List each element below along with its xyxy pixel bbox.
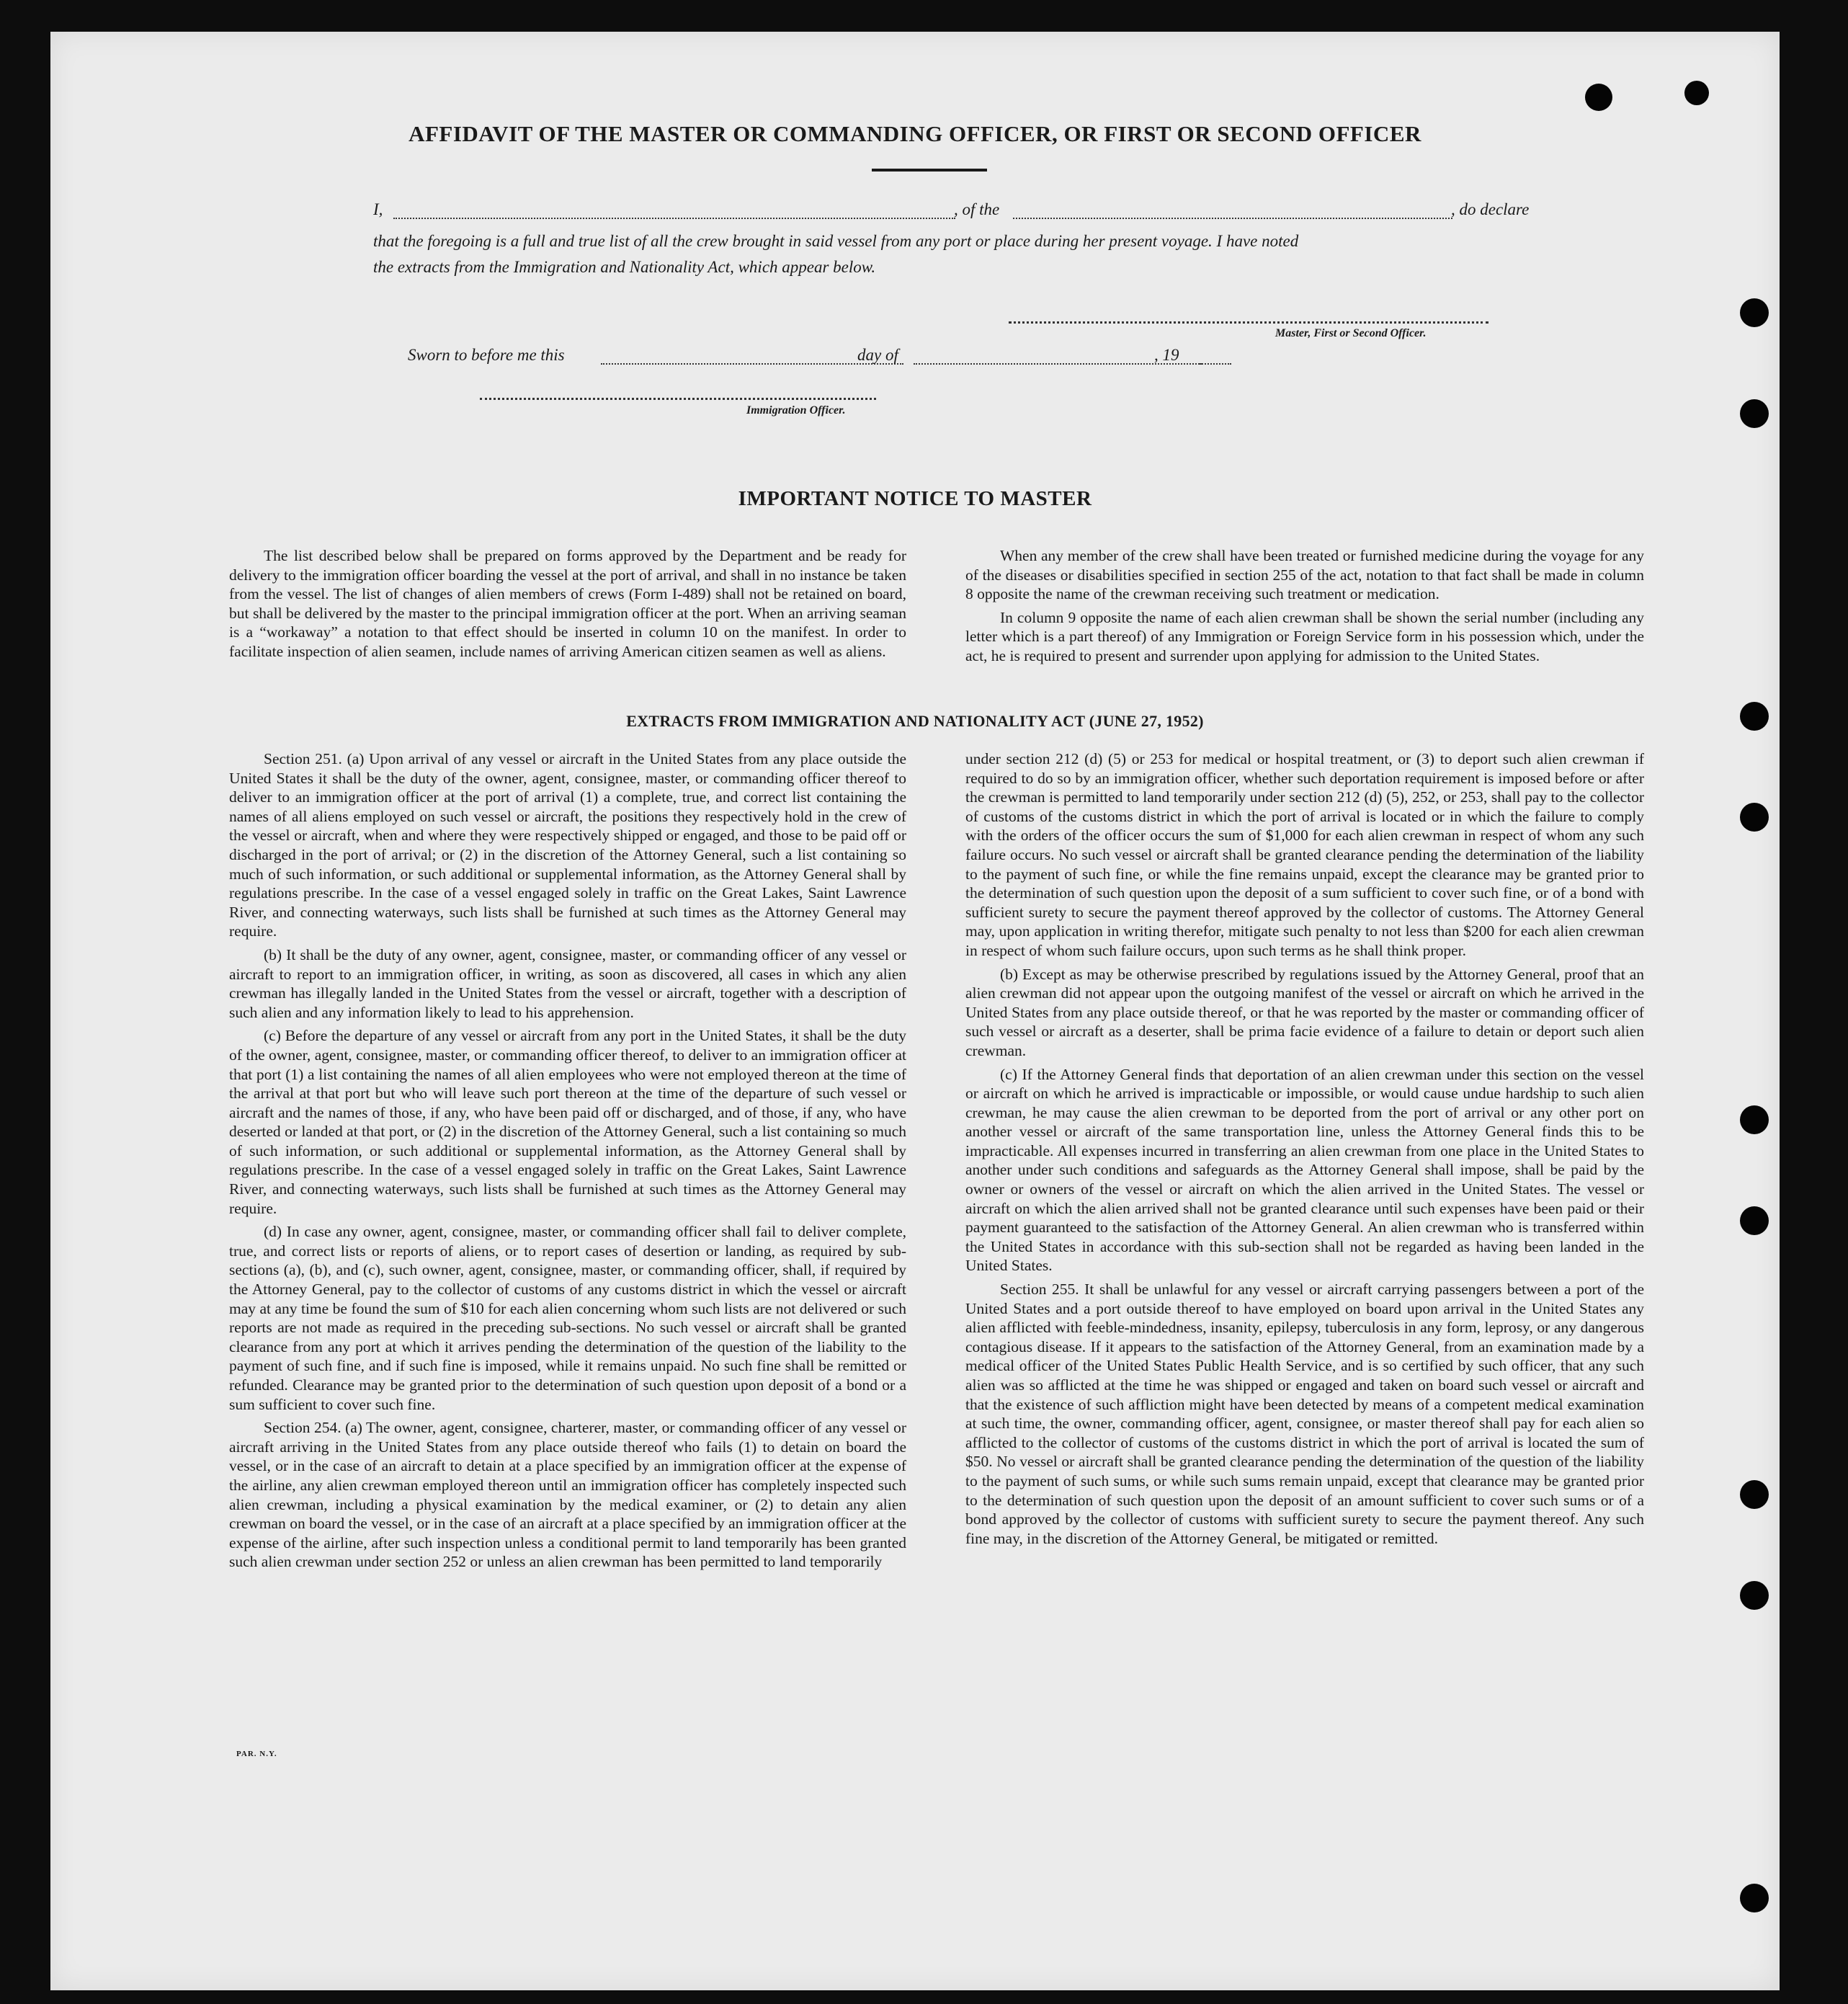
section-251-a: Section 251. (a) Upon arrival of any vessel or aircraft in the United States from any place outside the United States it shall be the duty of the owner, agent, consignee, master, or commanding officer thereof to deliver to an immigration officer at the port of arrival (1) a complete, true, and correct list containing the names of all aliens employed on such vessel or aircraft, the positions they respectively hold in the crew of the vessel or aircraft, when and where they were respectively shipped or engaged, and those to be paid off or discharged in the port of arrival; or (2) in the discretion of the Attorney General, such a list containing so much of such information, or such additional or supplemental information, as the Attorney General shall by regulations prescribe. In the case of a vessel engaged solely in traffic on the Great Lakes, Saint Lawrence River, and connecting waterways, such lists shall be furnished at such times as the Attorney General may require. [229, 750, 906, 940]
punch-hole-right-4 [1740, 803, 1769, 832]
extracts-right-column [965, 749, 1644, 1552]
section-254-a: Section 254. (a) The owner, agent, consignee, charterer, master, or commanding officer of any vessel or aircraft arriving in the United States from any place outside thereof who fails (1) to detain on board the vessel, or in the case of an aircraft to detain at a place specified by an immigration officer at the expense of the airline, any alien crewman employed thereon until an immigration officer has completely inspected such alien crewman, including a physical examination by the medical examiner, or (2) to detain any alien crewman on board the vessel, or in the case of an aircraft at a place specified by an immigration officer at the expense of the airline, after such inspection unless a conditional permit to land temporarily has been granted such alien crewman under section 252 or unless an alien crewman has been permitted to land temporarily [229, 1419, 906, 1571]
declarant-name-field[interactable] [393, 218, 955, 219]
day-of-label: day of [857, 346, 898, 364]
sworn-label: Sworn to before me this [408, 346, 565, 364]
section-254-b: (b) Except as may be otherwise prescribed by regulations issued by the Attorney General, proof that an alien crewman did not appear upon the outgoing manifest of the vessel or aircraft on which he arrived in the United States from any place outside thereof, or that he was reported by the master or commanding officer of such vessel or aircraft as a deserter, shall be prima facie evidence of a failure to detain or deport such alien crewman. [965, 965, 1644, 1059]
punch-hole-top-2 [1684, 81, 1709, 105]
punch-hole-right-9 [1740, 1884, 1769, 1912]
year-label: , 19 [1154, 346, 1179, 364]
immigration-officer-signature-field[interactable] [480, 398, 876, 400]
extracts-title: EXTRACTS FROM IMMIGRATION AND NATIONALITY ACT (JUNE 27, 1952) [626, 712, 1204, 730]
notice-right-column [965, 546, 1644, 670]
printer-mark: PAR. N.Y. [236, 1750, 277, 1758]
affidavit-statement-line-3: the extracts from the Immigration and Nationality Act, which appear below. [373, 258, 876, 276]
section-251-d: (d) In case any owner, agent, consignee, master, or commanding officer shall fail to deliver complete, true, and correct lists or reports of aliens, or to report cases of desertion or landing, as required by sub-sections (a), (b), and (c), such owner, agent, consignee, master, or commanding officer, shall, if required by the Attorney General, pay to the collector of customs of any customs district in which the vessel or aircraft may at any time be found the sum of $10 for each alien concerning whom such lists are not delivered or such reports are not made as required in the preceding sub-sections. No such vessel or aircraft shall be granted clearance from any port at which it arrives pending the determination of the question of the liability to the payment of such fine, and if such fine is imposed, while it remains unpaid. No such fine shall be remitted or refunded. Clearance may be granted prior to the determination of such question upon deposit of a bond or a sum sufficient to cover such fine. [229, 1223, 906, 1413]
punch-hole-right-8 [1740, 1581, 1769, 1610]
notice-left-column [229, 546, 906, 666]
affidavit-title: AFFIDAVIT OF THE MASTER OR COMMANDING OFFICER, OR FIRST OR SECOND OFFICER [409, 121, 1421, 146]
notice-title: IMPORTANT NOTICE TO MASTER [738, 487, 1092, 510]
punch-hole-right-7 [1740, 1480, 1769, 1509]
section-251-b: (b) It shall be the duty of any owner, agent, consignee, master, or commanding officer of any vessel or aircraft to report to an immigration officer, in writing, as soon as discovered, all cases in which any alien crewman has illegally landed in the United States from the vessel or aircraft, together with a description of such alien and any information likely to lead to his apprehension. [229, 945, 906, 1021]
section-251-c: (c) Before the departure of any vessel or aircraft from any port in the United States, it shall be the duty of the owner, agent, consignee, master, or commanding officer thereof, to deliver to an immigration officer at that port (1) a list containing the names of all alien employees who were not employed thereon at the time of the arrival at that port but who will leave such port thereon at the time of the departure of such vessel or aircraft and the names of those, if any, who have been paid off or discharged, and of those, if any, who have deserted or landed at that port, or (2) in the discretion of the Attorney General, such a list containing so much of such information, or such additional or supplemental information, as the Attorney General shall by regulations prescribe. In the case of a vessel engaged solely in traffic on the Great Lakes, Saint Lawrence River, and connecting waterways, such lists shall be furnished at such times as the Attorney General may require. [229, 1027, 906, 1217]
section-255: Section 255. It shall be unlawful for any vessel or aircraft carrying passengers between a port of the United States and a port outside thereof to have employed on board upon arrival in the United States any alien afflicted with feeble-mindedness, insanity, epilepsy, tuberculosis in any form, leprosy, or any dangerous contagious disease. If it appears to the satisfaction of the Attorney General, from an examination made by a medical officer of the United States Public Health Service, and is so certified by such officer, that any such alien was so afflicted at the time he was shipped or engaged and taken on board such vessel or aircraft and that the existence of such affliction might have been detected by means of a competent medical examination at such time, the owner, commanding officer, agent, consignee, or master thereof shall pay for each alien so afflicted to the collector of customs of the customs district in which the port of arrival is located the sum of $50. No vessel or aircraft shall be granted clearance pending the determination of the question of the liability to the payment of such sums, or while such sums remain unpaid, except that clearance may be granted prior to the determination of such question upon the deposit of an amount sufficient to cover such sums or of a bond approved by the collector of customs with sufficient surety to secure the payment thereof. Any such fine may, in the discretion of the Attorney General, be mitigated or remitted. [965, 1281, 1644, 1547]
affidavit-declare-label: , do declare [1451, 200, 1530, 218]
section-254-c: (c) If the Attorney General finds that deportation of an alien crewman under this section on the vessel or aircraft on which he arrived is impracticable or impossible, or would cause undue hardship to such alien crewman, he may cause the alien crewman to be deported from the port of arrival or any other port on another vessel or aircraft of the same transportation line, unless the Attorney General finds this to be impracticable. All expenses incurred in transferring an alien crewman from one place in the United States to another under such conditions and safeguards as the Attorney General shall impose, shall be paid by the owner or owners of the vessel or aircraft on which the alien arrived in the United States. The vessel or aircraft on which the alien arrived shall not be granted clearance until such expenses have been paid or their payment guaranteed to the satisfaction of the Attorney General. An alien crewman who is transferred within the United States in accordance with this sub-section shall not be regarded as having been landed in the United States. [965, 1065, 1644, 1275]
punch-hole-right-5 [1740, 1105, 1769, 1134]
title-rule [872, 169, 987, 172]
punch-hole-right-6 [1740, 1206, 1769, 1235]
master-signature-field[interactable] [1009, 321, 1488, 324]
affidavit-i-label: I, [373, 200, 383, 218]
notice-left-paragraph: The list described below shall be prepared on forms approved by the Department and be ready for delivery to the immigration officer boarding the vessel at the port of arrival, and shall in no instance be taken from the vessel. The list of changes of alien members of crews (Form I-489) shall not be retained on board, but shall be delivered by the master to the principal immigration officer at the port. When an arriving seaman is a “workaway” a notation to that effect should be inserted in column 10 on the manifest. In order to facilitate inspection of alien seamen, include names of arriving American citizen seamen as well as aliens. [229, 547, 906, 660]
sworn-year-field[interactable] [1200, 363, 1231, 365]
master-signature-caption: Master, First or Second Officer. [1275, 327, 1427, 339]
affidavit-statement-line-2: that the foregoing is a full and true list of all the crew brought in said vessel from any port or place during her present voyage. I have noted [373, 232, 1299, 250]
punch-hole-right-1 [1740, 298, 1769, 327]
vessel-name-field[interactable] [1013, 218, 1452, 219]
document-sheet [50, 32, 1780, 1990]
affidavit-of-the-label: , of the [954, 200, 1000, 218]
section-254-a-continued: under section 212 (d) (5) or 253 for medical or hospital treatment, or (3) to deport such alien crewman if required to do so by an immigration officer, whether such deportation requirement is imposed before or after the crewman is permitted to land temporarily under section 212 (d) (5), 252, or 253, shall pay to the collector of customs of the customs district in which the port of arrival is located or in which the failure to comply with the orders of the officer occurs the sum of $1,000 for each alien crewman in respect of whom any such failure occurs. No such vessel or aircraft shall be granted clearance pending the determination of the liability to the payment of such fine, or while the fine remains unpaid, except the clearance may be granted prior to the determination of such question upon the deposit of a sum sufficient to cover such fine, or of a bond with sufficient surety to secure the payment thereof approved by the collector of customs. The Attorney General may, upon application in writing therefor, mitigate such penalty to not less than $200 for each alien crewman in respect of whom such failure occurs, upon such terms as he shall think proper. [965, 750, 1644, 959]
notice-right-paragraph-1: When any member of the crew shall have been treated or furnished medicine during the voyage for any of the diseases or disabilities specified in section 255 of the act, notation to that fact shall be made in column 8 opposite the name of the crewman receiving such treatment or medication. [965, 547, 1644, 603]
notice-right-paragraph-2: In column 9 opposite the name of each alien crewman shall be shown the serial number (including any letter which is a part thereof) of any Immigration or Foreign Service form in his possession which, under the act, he is required to present and surrender upon applying for admission to the United States. [965, 608, 1644, 664]
extracts-left-column [229, 749, 906, 1576]
punch-hole-top-1 [1585, 84, 1612, 111]
punch-hole-right-2 [1740, 399, 1769, 428]
immigration-officer-caption: Immigration Officer. [746, 404, 846, 417]
